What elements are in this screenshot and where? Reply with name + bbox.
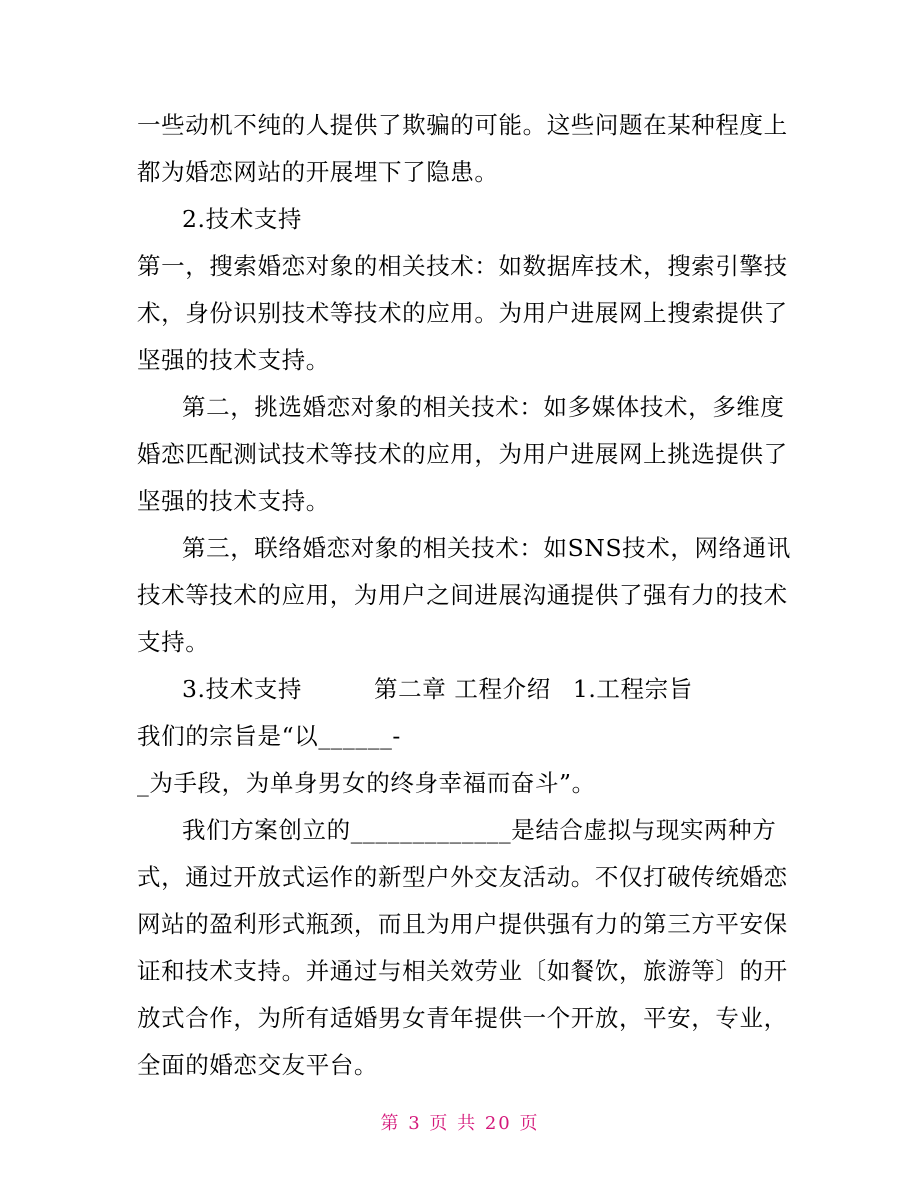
paragraph-line: 证和技术支持。并通过与相关效劳业〔如餐饮，旅游等〕的开 <box>137 957 788 985</box>
paragraph-line: 第二，挑选婚恋对象的相关技术：如多媒体技术，多维度 <box>182 393 785 421</box>
paragraph-line: 都为婚恋网站的开展埋下了隐患。 <box>137 158 499 186</box>
paragraph-line: 第一，搜索婚恋对象的相关技术：如数据库技术，搜索引擎技 <box>137 252 788 280</box>
paragraph-line: 放式合作，为所有适婚男女青年提供一个开放，平安，专业， <box>137 1004 788 1032</box>
paragraph-line: 婚恋匹配测试技术等技术的应用，为用户进展网上挑选提供了 <box>137 440 788 468</box>
paragraph-line: 第三，联络婚恋对象的相关技术：如SNS技术，网络通讯 <box>182 534 791 562</box>
chapter-title: 第二章 工程介绍 <box>374 675 551 703</box>
paragraph-line: 一些动机不纯的人提供了欺骗的可能。这些问题在某种程度上 <box>137 111 788 139</box>
paragraph-line: 式，通过开放式运作的新型户外交友活动。不仅打破传统婚恋 <box>137 863 788 891</box>
paragraph-line: 坚强的技术支持。 <box>137 346 330 374</box>
paragraph-line: 我们方案创立的_____________是结合虚拟与现实两种方 <box>182 816 777 844</box>
paragraph-line: 网站的盈利形式瓶颈，而且为用户提供强有力的第三方平安保 <box>137 910 788 938</box>
paragraph-line: _为手段，为单身男女的终身幸福而奋斗”。 <box>137 769 596 797</box>
page-number-footer: 第 3 页 共 20 页 <box>380 1113 540 1134</box>
paragraph-line: 坚强的技术支持。 <box>137 487 330 515</box>
heading-tech-support: 3.技术支持 <box>182 675 303 703</box>
heading-row <box>182 675 693 703</box>
paragraph-line: 术，身份识别技术等技术的应用。为用户进展网上搜索提供了 <box>137 299 788 327</box>
paragraph-line: 支持。 <box>137 628 210 656</box>
heading-project-aim: 1.工程宗旨 <box>572 675 693 703</box>
paragraph-line: 我们的宗旨是“以______- <box>137 722 401 750</box>
section-heading: 2.技术支持 <box>182 205 303 233</box>
paragraph-line: 全面的婚恋交友平台。 <box>137 1051 378 1079</box>
paragraph-line: 技术等技术的应用，为用户之间进展沟通提供了强有力的技术 <box>137 581 788 609</box>
